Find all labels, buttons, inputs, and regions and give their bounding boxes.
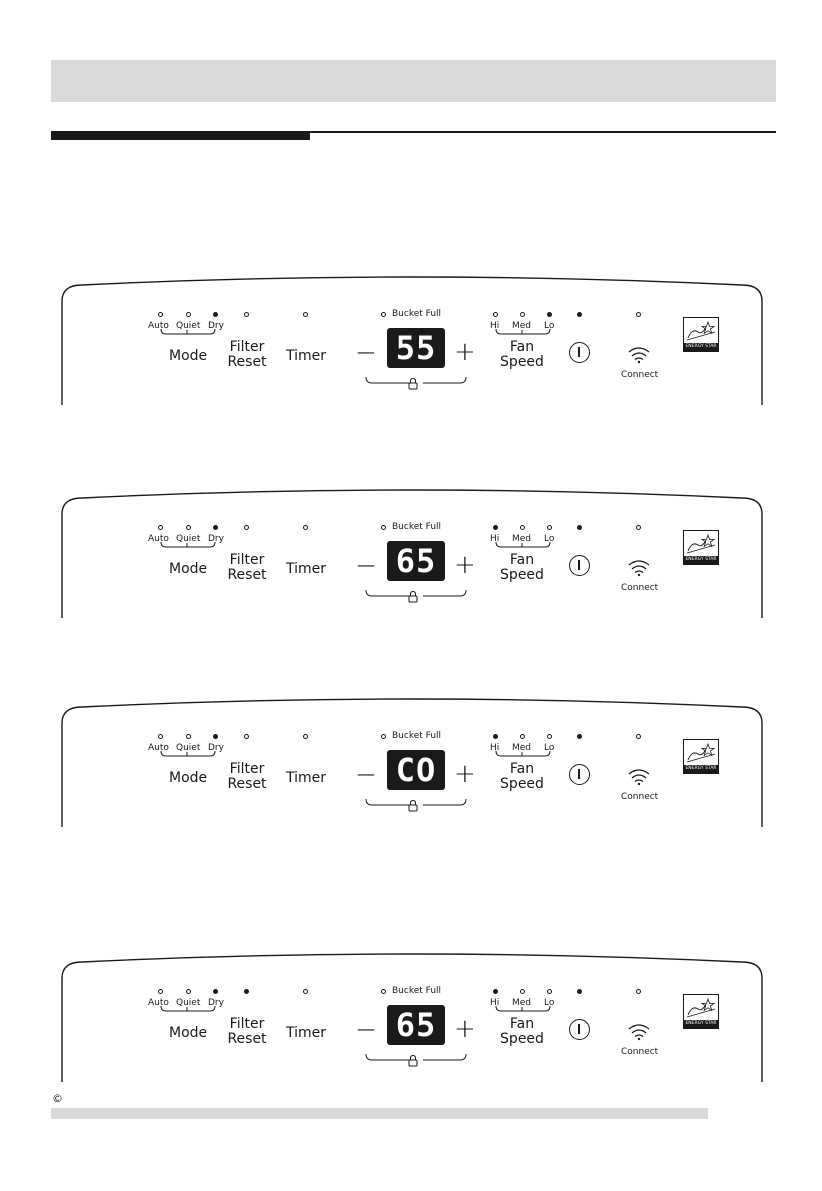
- energy-star-label: ENERGY STAR: [685, 344, 717, 349]
- mode-button[interactable]: Mode: [169, 561, 208, 577]
- mode-button[interactable]: Mode: [169, 770, 208, 786]
- energy-star-logo: [683, 994, 719, 1029]
- energy-star-icon: [684, 318, 718, 344]
- label-dry: Dry: [208, 321, 224, 331]
- lock-icon: [408, 1055, 418, 1067]
- led-auto: [158, 525, 163, 530]
- led-quiet: [186, 989, 191, 994]
- led-lo: [547, 989, 552, 994]
- led-hi: [493, 525, 498, 530]
- fan-bracket: [495, 751, 551, 759]
- lock-icon: [408, 591, 418, 603]
- label-connect: Connect: [621, 370, 659, 380]
- plus-button[interactable]: +: [454, 337, 476, 367]
- label-lo: Lo: [544, 534, 555, 544]
- label-connect: Connect: [621, 792, 659, 802]
- reset-label: Reset: [227, 354, 267, 370]
- label-lo: Lo: [544, 321, 555, 331]
- minus-button[interactable]: −: [355, 1015, 377, 1045]
- led-auto: [158, 989, 163, 994]
- led-dry: [213, 989, 218, 994]
- label-connect: Connect: [621, 583, 659, 593]
- label-hi: Hi: [490, 534, 500, 544]
- energy-star-icon: [684, 531, 718, 557]
- wifi-icon[interactable]: [628, 347, 650, 363]
- power-icon[interactable]: [569, 1019, 590, 1040]
- control-panel-2: [62, 494, 762, 618]
- label-quiet: Quiet: [176, 321, 201, 331]
- led-connect: [636, 525, 641, 530]
- energy-star-icon: [684, 740, 718, 766]
- reset-label: Reset: [227, 567, 267, 583]
- led-timer: [303, 525, 308, 530]
- label-quiet: Quiet: [176, 534, 201, 544]
- led-bucket-full: [381, 989, 386, 994]
- label-hi: Hi: [490, 998, 500, 1008]
- wifi-icon[interactable]: [628, 560, 650, 576]
- power-icon[interactable]: [569, 555, 590, 576]
- label-lo: Lo: [544, 998, 555, 1008]
- led-med: [520, 989, 525, 994]
- label-bucket-full: Bucket Full: [392, 522, 442, 532]
- filter-label: Filter: [229, 1016, 265, 1032]
- label-auto: Auto: [148, 534, 169, 544]
- led-med: [520, 312, 525, 317]
- mode-bracket: [160, 329, 216, 337]
- fan-label: Fan: [509, 1016, 535, 1032]
- led-filter: [244, 989, 249, 994]
- led-lo: [547, 312, 552, 317]
- energy-star-label: ENERGY STAR: [685, 557, 717, 562]
- label-dry: Dry: [208, 743, 224, 753]
- timer-button[interactable]: Timer: [286, 561, 327, 577]
- filter-label: Filter: [229, 339, 265, 355]
- label-bucket-full: Bucket Full: [392, 731, 442, 741]
- led-quiet: [186, 734, 191, 739]
- led-hi: [493, 734, 498, 739]
- label-med: Med: [512, 743, 532, 753]
- led-hi: [493, 312, 498, 317]
- label-connect: Connect: [621, 1047, 659, 1057]
- filter-reset-button[interactable]: [225, 1017, 269, 1047]
- led-auto: [158, 734, 163, 739]
- label-med: Med: [512, 321, 532, 331]
- humidity-display: 55: [387, 328, 445, 368]
- energy-star-icon: [684, 995, 718, 1021]
- energy-star-label: ENERGY STAR: [685, 1021, 717, 1026]
- plus-button[interactable]: +: [454, 550, 476, 580]
- led-power: [577, 734, 582, 739]
- label-auto: Auto: [148, 321, 169, 331]
- minus-button[interactable]: −: [355, 760, 377, 790]
- filter-reset-button[interactable]: [225, 762, 269, 792]
- fan-speed-button[interactable]: [496, 553, 548, 583]
- energy-star-logo: [683, 739, 719, 774]
- fan-label: Fan: [509, 552, 535, 568]
- label-auto: Auto: [148, 743, 169, 753]
- section-rule-thin: [310, 131, 776, 133]
- control-panel-4: [62, 958, 762, 1082]
- plus-button[interactable]: +: [454, 759, 476, 789]
- plus-button[interactable]: +: [454, 1014, 476, 1044]
- control-panel-1: [62, 281, 762, 405]
- label-hi: Hi: [490, 743, 500, 753]
- power-icon[interactable]: [569, 764, 590, 785]
- speed-label: Speed: [500, 354, 544, 370]
- led-quiet: [186, 525, 191, 530]
- led-power: [577, 989, 582, 994]
- label-dry: Dry: [208, 534, 224, 544]
- led-filter: [244, 312, 249, 317]
- section-header-band: [51, 60, 776, 102]
- control-panel-3: [62, 703, 762, 827]
- timer-button[interactable]: Timer: [286, 770, 327, 786]
- section-rule-thick: [51, 131, 310, 140]
- fan-bracket: [495, 329, 551, 337]
- led-med: [520, 734, 525, 739]
- led-bucket-full: [381, 312, 386, 317]
- footer-band: [51, 1108, 708, 1119]
- label-dry: Dry: [208, 998, 224, 1008]
- speed-label: Speed: [500, 1031, 544, 1047]
- led-lo: [547, 525, 552, 530]
- lock-icon: [408, 800, 418, 812]
- led-connect: [636, 312, 641, 317]
- led-timer: [303, 312, 308, 317]
- led-filter: [244, 734, 249, 739]
- reset-label: Reset: [227, 776, 267, 792]
- timer-button[interactable]: Timer: [286, 1025, 327, 1041]
- power-icon[interactable]: [569, 342, 590, 363]
- wifi-icon[interactable]: [628, 1024, 650, 1040]
- mode-button[interactable]: Mode: [169, 348, 208, 364]
- fan-label: Fan: [509, 761, 535, 777]
- led-bucket-full: [381, 734, 386, 739]
- filter-reset-button[interactable]: [225, 340, 269, 370]
- mode-bracket: [160, 542, 216, 550]
- label-hi: Hi: [490, 321, 500, 331]
- led-lo: [547, 734, 552, 739]
- led-dry: [213, 525, 218, 530]
- led-connect: [636, 734, 641, 739]
- label-auto: Auto: [148, 998, 169, 1008]
- reset-label: Reset: [227, 1031, 267, 1047]
- humidity-display: 65: [387, 1005, 445, 1045]
- mode-bracket: [160, 751, 216, 759]
- led-timer: [303, 989, 308, 994]
- led-connect: [636, 989, 641, 994]
- led-power: [577, 312, 582, 317]
- led-timer: [303, 734, 308, 739]
- energy-star-logo: [683, 530, 719, 565]
- filter-label: Filter: [229, 552, 265, 568]
- filter-reset-button[interactable]: [225, 553, 269, 583]
- copyright-mark: ©: [52, 1092, 63, 1105]
- led-dry: [213, 312, 218, 317]
- led-bucket-full: [381, 525, 386, 530]
- mode-bracket: [160, 1006, 216, 1014]
- led-hi: [493, 989, 498, 994]
- humidity-display: CO: [387, 750, 445, 790]
- timer-button[interactable]: Timer: [286, 348, 327, 364]
- energy-star-label: ENERGY STAR: [685, 766, 717, 771]
- label-bucket-full: Bucket Full: [392, 309, 442, 319]
- fan-speed-button[interactable]: [496, 1017, 548, 1047]
- humidity-display: 65: [387, 541, 445, 581]
- fan-label: Fan: [509, 339, 535, 355]
- speed-label: Speed: [500, 567, 544, 583]
- minus-button[interactable]: −: [355, 338, 377, 368]
- filter-label: Filter: [229, 761, 265, 777]
- led-quiet: [186, 312, 191, 317]
- energy-star-logo: [683, 317, 719, 352]
- fan-speed-button[interactable]: [496, 762, 548, 792]
- led-auto: [158, 312, 163, 317]
- label-bucket-full: Bucket Full: [392, 986, 442, 996]
- speed-label: Speed: [500, 776, 544, 792]
- fan-bracket: [495, 1006, 551, 1014]
- led-med: [520, 525, 525, 530]
- led-power: [577, 525, 582, 530]
- led-dry: [213, 734, 218, 739]
- label-med: Med: [512, 534, 532, 544]
- label-quiet: Quiet: [176, 998, 201, 1008]
- minus-button[interactable]: −: [355, 551, 377, 581]
- lock-icon: [408, 378, 418, 390]
- mode-button[interactable]: Mode: [169, 1025, 208, 1041]
- led-filter: [244, 525, 249, 530]
- fan-speed-button[interactable]: [496, 340, 548, 370]
- fan-bracket: [495, 542, 551, 550]
- label-med: Med: [512, 998, 532, 1008]
- wifi-icon[interactable]: [628, 769, 650, 785]
- label-quiet: Quiet: [176, 743, 201, 753]
- label-lo: Lo: [544, 743, 555, 753]
